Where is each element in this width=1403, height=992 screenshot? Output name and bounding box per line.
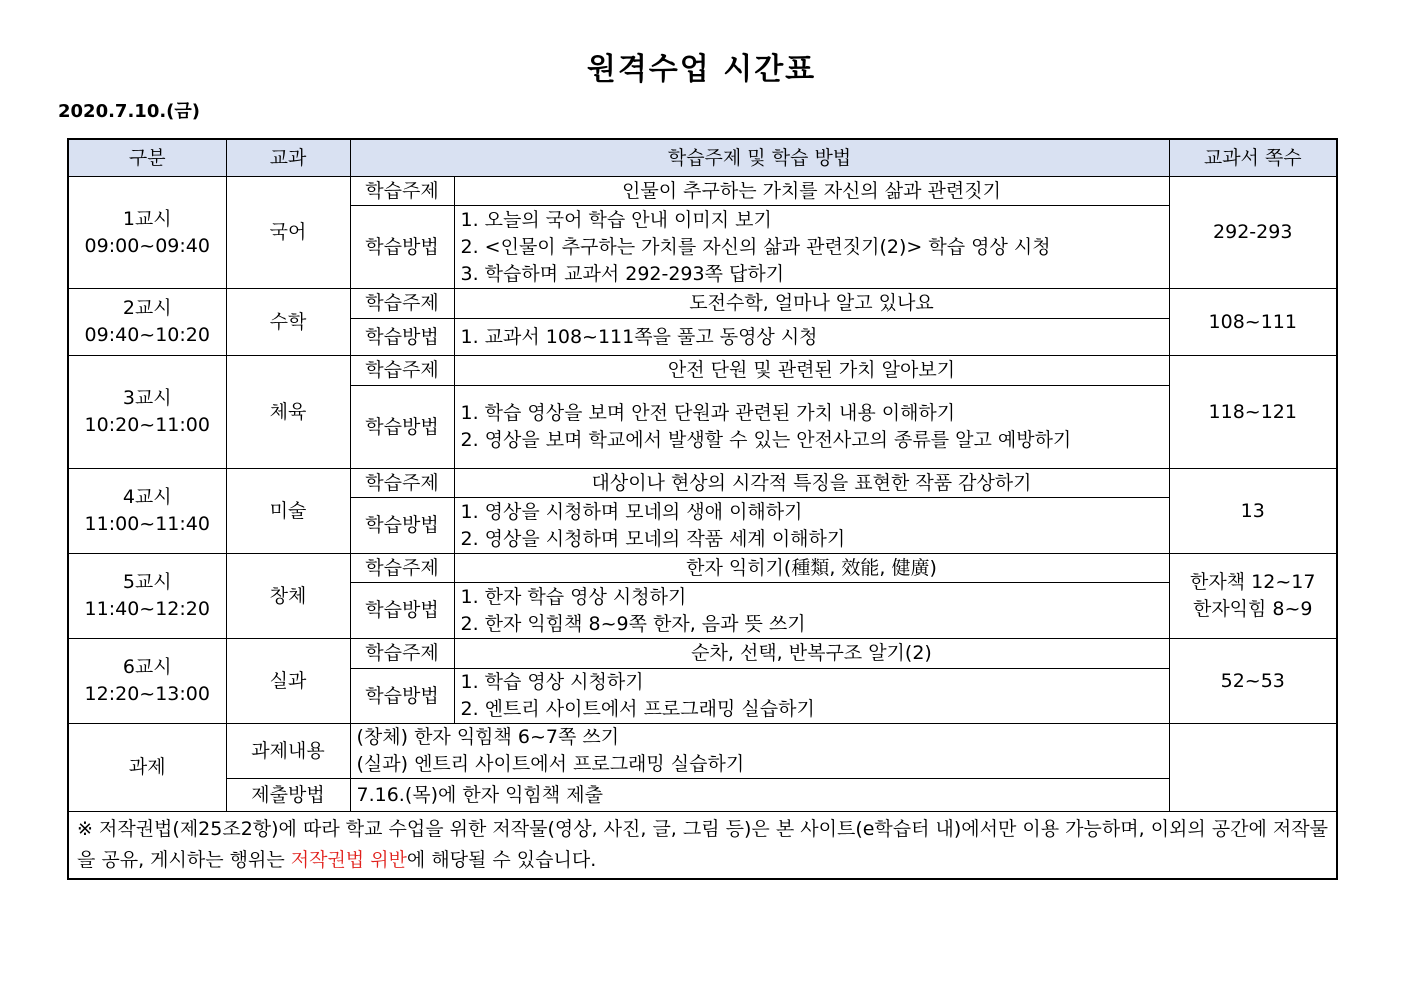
homework-submit: 7.16.(목)에 한자 익힘책 제출 <box>350 779 1169 812</box>
period-time: 12:20~13:00 <box>84 683 210 705</box>
notice-highlight: 저작권법 위반 <box>290 849 407 871</box>
method-list <box>454 319 1169 356</box>
homework-pages-cell <box>1169 724 1337 812</box>
method-list <box>454 669 1169 724</box>
subject-cell: 미술 <box>226 469 350 554</box>
topic-text: 안전 단원 및 관련된 가치 알아보기 <box>454 356 1169 386</box>
period-time: 11:00~11:40 <box>84 513 210 535</box>
period-cell <box>68 289 226 356</box>
method-item: 1. 교과서 108~111쪽을 풀고 동영상 시청 <box>460 325 818 348</box>
pages-cell: 52~53 <box>1169 639 1337 724</box>
copyright-notice <box>68 812 1337 880</box>
period-time: 11:40~12:20 <box>84 598 210 620</box>
date-label: 2020.7.10.(금) <box>58 101 201 122</box>
method-list <box>454 498 1169 554</box>
homework-content-label: 과제내용 <box>226 724 350 779</box>
period-time: 09:40~10:20 <box>84 324 210 346</box>
method-item: 1. 한자 학습 영상 시청하기 <box>460 585 687 608</box>
period-label: 3교시 <box>122 387 172 409</box>
topic-text: 대상이나 현상의 시각적 특징을 표현한 작품 감상하기 <box>454 469 1169 498</box>
period-time: 09:00~09:40 <box>84 234 210 257</box>
topic-label: 학습주제 <box>350 639 454 669</box>
period-cell <box>68 639 226 724</box>
method-label: 학습방법 <box>350 583 454 639</box>
homework-item: (창체) 한자 익힘책 6~7쪽 쓰기 <box>356 726 620 748</box>
period-label: 2교시 <box>122 297 172 319</box>
method-label: 학습방법 <box>350 206 454 289</box>
period-row <box>68 177 1337 206</box>
header-content: 학습주제 및 학습 방법 <box>350 139 1169 177</box>
topic-label: 학습주제 <box>350 469 454 498</box>
pages-cell: 292-293 <box>1169 177 1337 289</box>
submit-row <box>68 779 1337 812</box>
homework-row <box>68 724 1337 779</box>
notice-text-end: 에 해당될 수 있습니다. <box>406 849 597 871</box>
pages-line: 한자책 12~17 <box>1190 571 1316 593</box>
method-label: 학습방법 <box>350 319 454 356</box>
topic-text: 인물이 추구하는 가치를 자신의 삶과 관련짓기 <box>454 177 1169 206</box>
topic-label: 학습주제 <box>350 554 454 583</box>
method-item: 1. 학습 영상을 보며 안전 단원과 관련된 가치 내용 이해하기 <box>460 402 956 424</box>
period-row <box>68 554 1337 583</box>
period-cell <box>68 356 226 469</box>
method-label: 학습방법 <box>350 669 454 724</box>
method-list <box>454 386 1169 469</box>
notice-row <box>68 812 1337 880</box>
page-title: 원격수업 시간표 <box>586 52 817 87</box>
homework-submit-label: 제출방법 <box>226 779 350 812</box>
header-category: 구분 <box>68 139 226 177</box>
method-item: 2. 한자 익힘책 8~9쪽 한자, 음과 뜻 쓰기 <box>460 612 806 635</box>
period-row <box>68 289 1337 319</box>
method-list <box>454 583 1169 639</box>
method-label: 학습방법 <box>350 498 454 554</box>
topic-label: 학습주제 <box>350 177 454 206</box>
topic-text: 한자 익히기(種類, 效能, 健廣) <box>454 554 1169 583</box>
subject-cell: 체육 <box>226 356 350 469</box>
period-row <box>68 469 1337 498</box>
topic-text: 도전수학, 얼마나 알고 있나요 <box>454 289 1169 319</box>
period-row <box>68 639 1337 669</box>
method-item: 2. 영상을 보며 학교에서 발생할 수 있는 안전사고의 종류를 알고 예방하기 <box>460 429 1072 451</box>
method-item: 3. 학습하며 교과서 292-293쪽 답하기 <box>460 262 785 285</box>
period-cell <box>68 554 226 639</box>
method-item: 2. 엔트리 사이트에서 프로그래밍 실습하기 <box>460 698 815 720</box>
method-label: 학습방법 <box>350 386 454 469</box>
notice-text: ※ 저작권법(제25조2항)에 따라 학교 수업을 위한 저작물(영상, 사진, 글, 그림 등)은 본 사이트(e학습터 내)에서만 이용 가능하며, 이외의 공간에 저작물을 공유, 게시하는 행위는 <box>77 818 1328 871</box>
pages-cell <box>1169 554 1337 639</box>
topic-label: 학습주제 <box>350 289 454 319</box>
subject-cell: 수학 <box>226 289 350 356</box>
pages-cell: 108~111 <box>1169 289 1337 356</box>
method-item: 1. 오늘의 국어 학습 안내 이미지 보기 <box>460 208 772 231</box>
topic-label: 학습주제 <box>350 356 454 386</box>
period-label: 1교시 <box>122 207 172 230</box>
timetable <box>67 138 1338 880</box>
homework-item: (실과) 엔트리 사이트에서 프로그래밍 실습하기 <box>356 753 745 775</box>
period-label: 6교시 <box>122 656 172 678</box>
period-label: 5교시 <box>122 571 172 593</box>
period-row <box>68 356 1337 386</box>
topic-text: 순차, 선택, 반복구조 알기(2) <box>454 639 1169 669</box>
method-item: 2. 영상을 시청하며 모네의 작품 세계 이해하기 <box>460 527 846 550</box>
homework-content <box>350 724 1169 779</box>
pages-cell: 118~121 <box>1169 356 1337 469</box>
period-cell <box>68 469 226 554</box>
method-item: 1. 영상을 시청하며 모네의 생애 이해하기 <box>460 500 803 523</box>
homework-label: 과제 <box>68 724 226 812</box>
period-label: 4교시 <box>122 486 172 508</box>
method-item: 2. <인물이 추구하는 가치를 자신의 삶과 관련짓기(2)> 학습 영상 시청 <box>460 235 1051 258</box>
subject-cell: 국어 <box>226 177 350 289</box>
period-cell <box>68 177 226 289</box>
subject-cell: 창체 <box>226 554 350 639</box>
method-list <box>454 206 1169 289</box>
header-subject: 교과 <box>226 139 350 177</box>
pages-line: 한자익힘 8~9 <box>1192 598 1313 620</box>
period-time: 10:20~11:00 <box>84 414 210 436</box>
method-item: 1. 학습 영상 시청하기 <box>460 671 644 693</box>
pages-cell: 13 <box>1169 469 1337 554</box>
header-pages: 교과서 쪽수 <box>1169 139 1337 177</box>
subject-cell: 실과 <box>226 639 350 724</box>
header-row <box>68 139 1337 177</box>
